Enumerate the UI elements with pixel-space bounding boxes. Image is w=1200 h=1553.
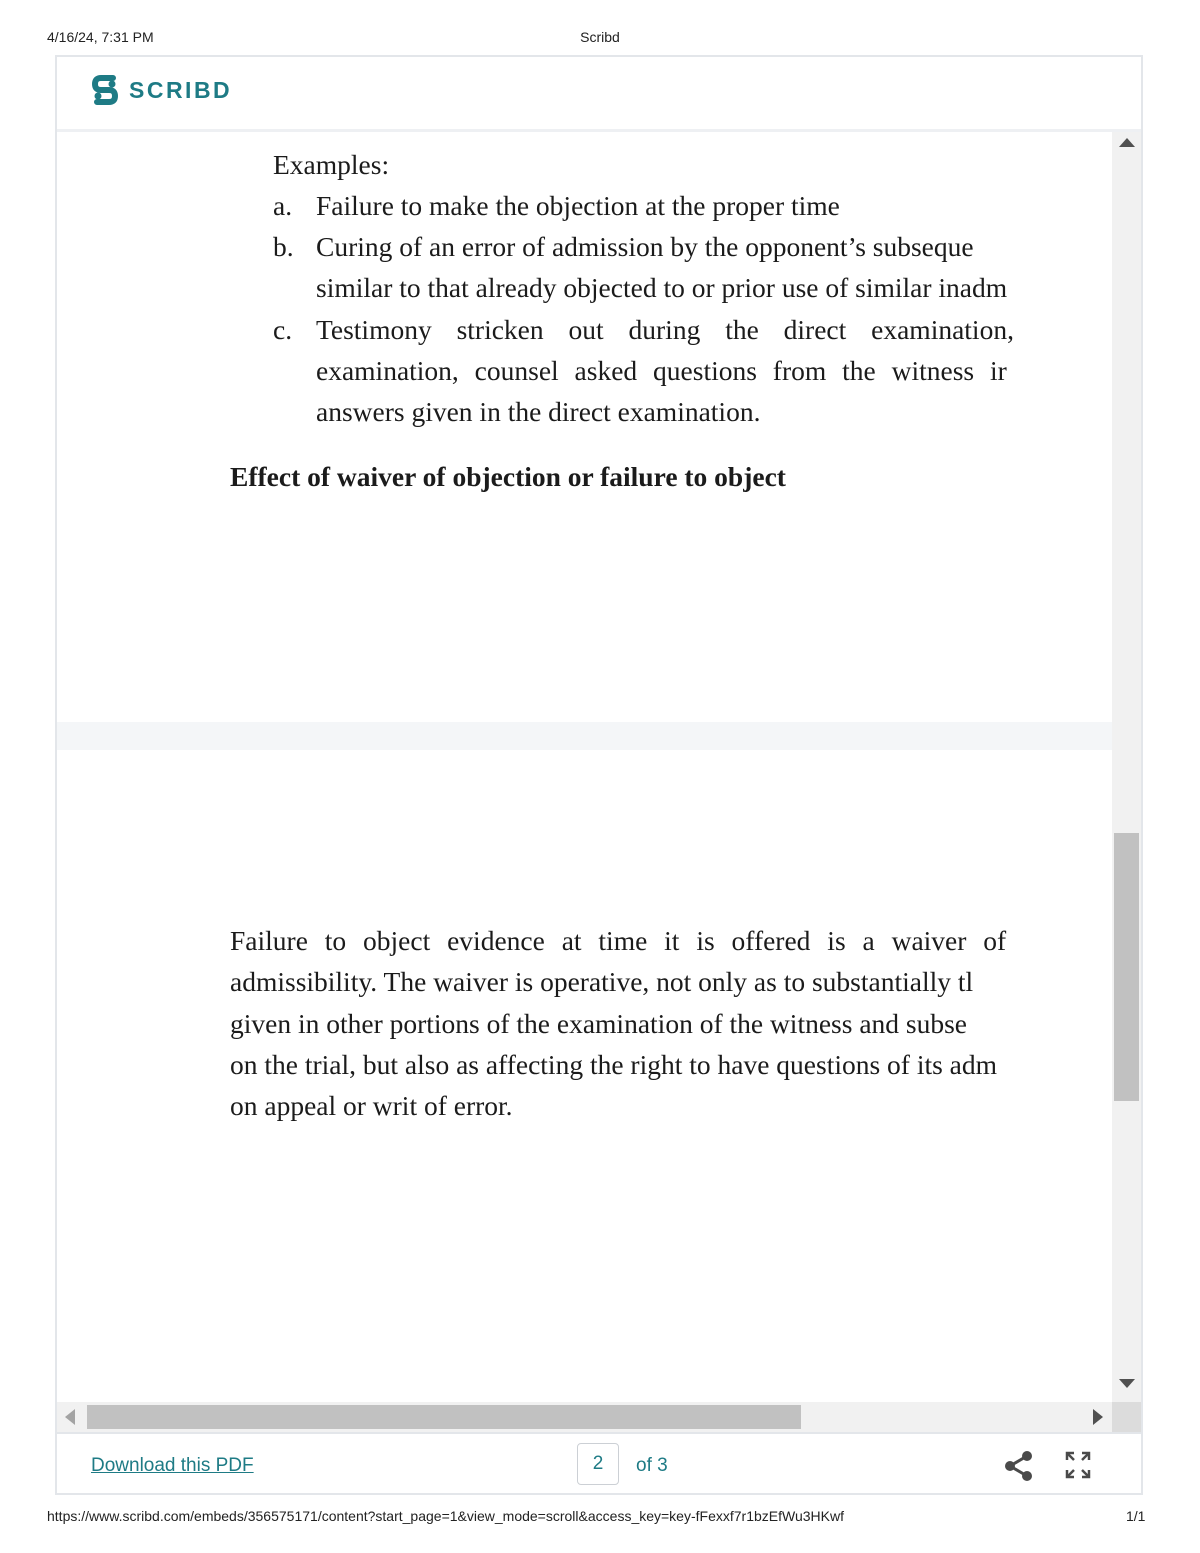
document-viewport[interactable] — [57, 132, 1141, 1432]
list-item-text: Failure to make the objection at the proper time — [316, 190, 840, 221]
scribd-logo-icon — [91, 74, 119, 106]
paragraph-line: on the trial, but also as affecting the right to have questions of its adm — [230, 1049, 998, 1080]
embed-header — [57, 57, 1141, 132]
list-item-marker: c. — [273, 314, 293, 345]
download-pdf-link[interactable]: Download this PDF — [91, 1455, 254, 1476]
list-item-marker: a. — [273, 190, 293, 221]
list-item-text: Testimony stricken out during the direct examination, — [316, 314, 1014, 345]
section-heading: Effect of waiver of objection or failure to object — [230, 461, 786, 492]
scroll-left-arrow-icon[interactable] — [65, 1409, 75, 1425]
horizontal-scroll-thumb[interactable] — [87, 1405, 801, 1429]
list-item-text: answers given in the direct examination. — [316, 396, 761, 427]
paragraph-line: Failure to object evidence at time it is offered is a waiver of — [230, 925, 1007, 956]
examples-label: Examples: — [273, 149, 390, 180]
print-datetime: 4/16/24, 7:31 PM — [47, 29, 154, 45]
vertical-scrollbar[interactable] — [1112, 132, 1141, 1402]
document-page-1 — [57, 132, 1112, 722]
scribd-logo[interactable] — [91, 74, 232, 106]
vertical-scroll-thumb[interactable] — [1114, 833, 1139, 1101]
list-item-marker: b. — [273, 231, 294, 262]
scroll-up-arrow-icon[interactable] — [1119, 138, 1135, 147]
page-total-label: of 3 — [636, 1455, 668, 1476]
embed-footer — [57, 1432, 1141, 1495]
list-item-text: similar to that already objected to or prior use of similar inadm — [316, 272, 1008, 303]
scribd-wordmark: SCRIBD — [129, 76, 233, 103]
paragraph-line: on appeal or writ of error. — [230, 1090, 513, 1121]
scribd-embed — [55, 55, 1143, 1495]
paragraph-line: admissibility. The waiver is operative, not only as to substantially tl — [230, 966, 974, 997]
share-icon[interactable] — [1002, 1450, 1036, 1482]
horizontal-scrollbar[interactable] — [57, 1402, 1112, 1432]
print-title: Scribd — [580, 29, 620, 45]
paragraph-line: given in other portions of the examination of the witness and subse — [230, 1008, 968, 1039]
fullscreen-icon[interactable] — [1064, 1450, 1092, 1480]
page-number-input[interactable]: 2 — [577, 1443, 619, 1485]
print-url: https://www.scribd.com/embeds/356575171/content?start_page=1&view_mode=scroll&access_key=key-fFexxf7r1bzEfWu3HKwf — [47, 1508, 844, 1524]
scroll-right-arrow-icon[interactable] — [1093, 1409, 1103, 1425]
list-item-text: examination, counsel asked questions from the witness ir — [316, 355, 1007, 386]
document-page-2 — [57, 750, 1112, 1432]
list-item-text: Curing of an error of admission by the opponent’s subseque — [316, 231, 974, 262]
scroll-down-arrow-icon[interactable] — [1119, 1379, 1135, 1388]
print-page-count: 1/1 — [1126, 1508, 1146, 1524]
scrollbar-corner — [1112, 1402, 1141, 1432]
